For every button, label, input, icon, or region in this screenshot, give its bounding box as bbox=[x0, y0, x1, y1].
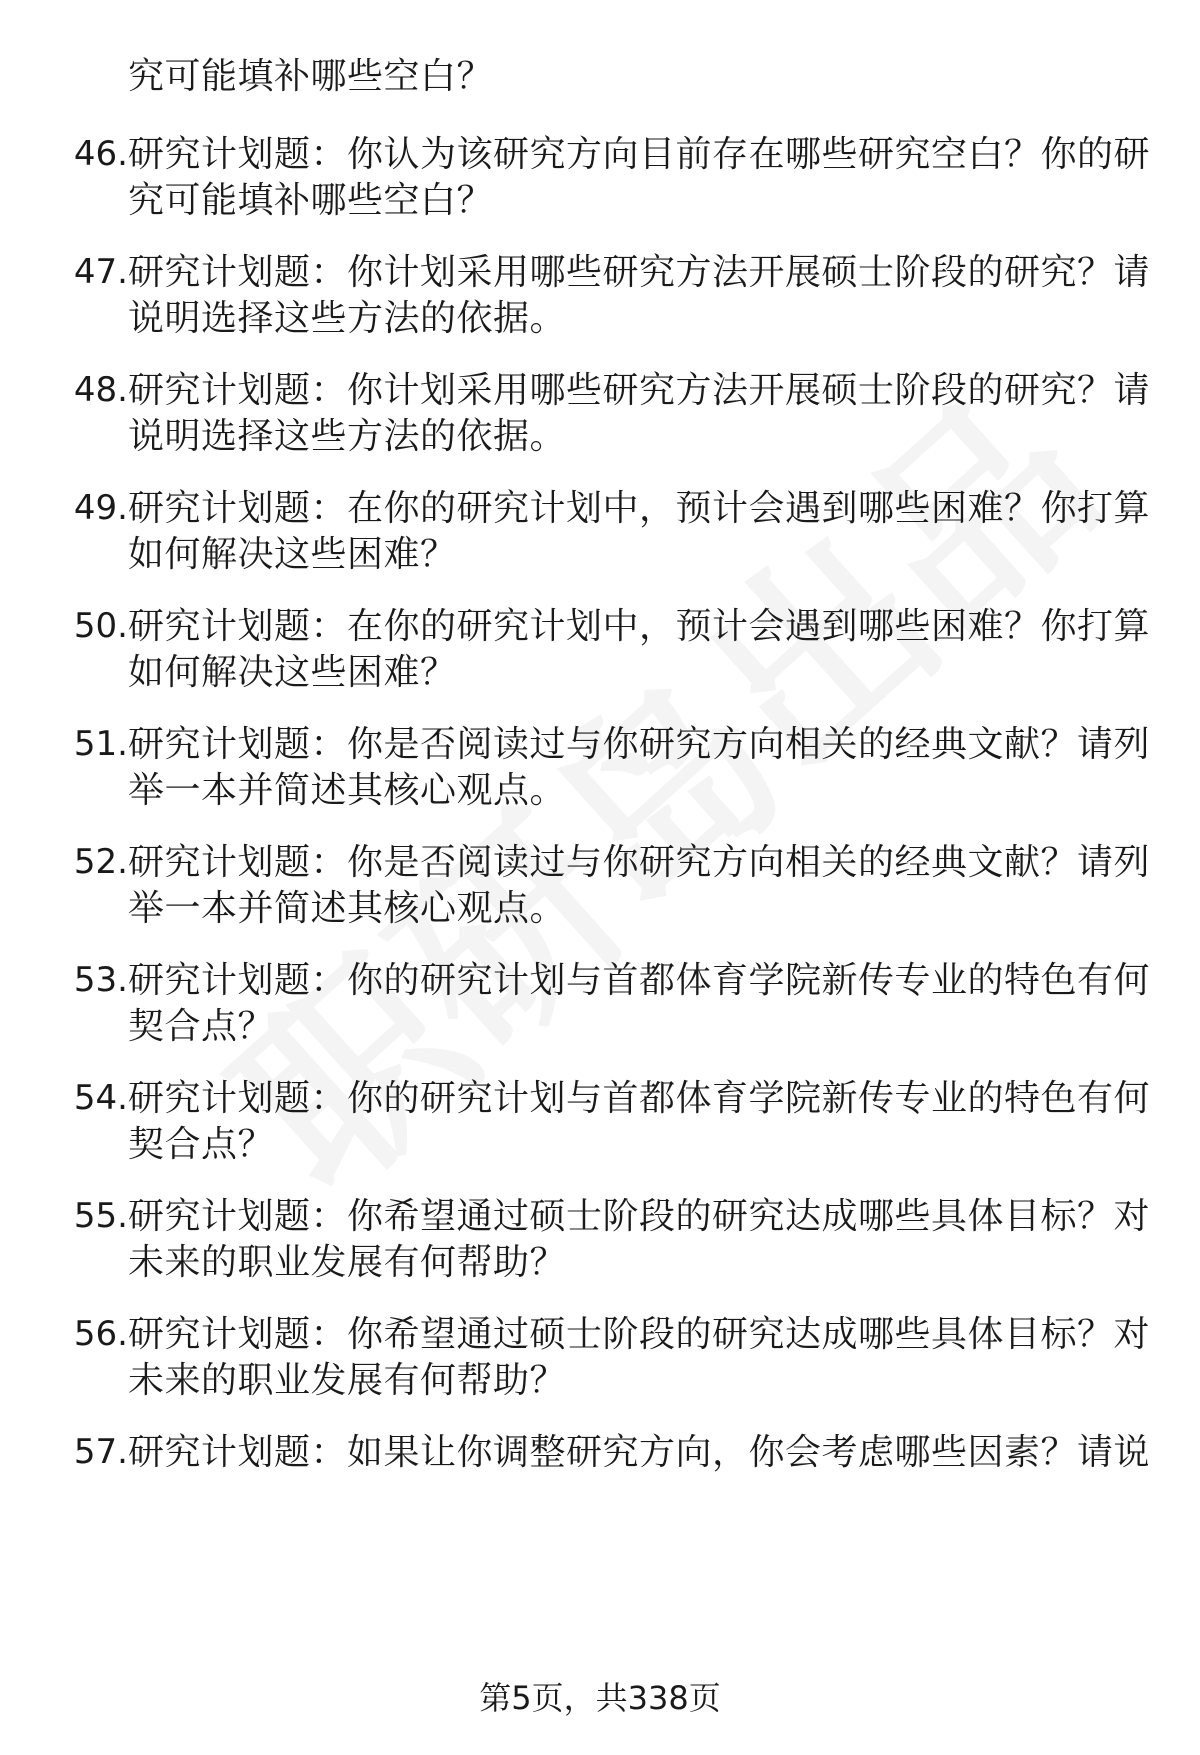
page-number: 第5页，共338页 bbox=[479, 1679, 721, 1717]
item-text bbox=[128, 368, 1151, 460]
item-line: 研究计划题：你计划采用哪些研究方法开展硕士阶段的研究？请 bbox=[128, 252, 1151, 293]
item-line: 研究计划题：你的研究计划与首都体育学院新传专业的特色有何 bbox=[128, 1078, 1151, 1119]
item-line: 说明选择这些方法的依据。 bbox=[128, 416, 567, 457]
item-text bbox=[128, 486, 1151, 578]
item-text bbox=[128, 840, 1151, 932]
item-line: 举一本并简述其核心观点。 bbox=[128, 770, 567, 811]
item-line: 究可能填补哪些空白？ bbox=[128, 180, 494, 221]
item-line: 未来的职业发展有何帮助？ bbox=[128, 1360, 567, 1401]
item-line: 研究计划题：你认为该研究方向目前存在哪些研究空白？你的研 bbox=[128, 134, 1151, 175]
item-line: 如何解决这些困难？ bbox=[128, 652, 457, 693]
item-line: 研究计划题：在你的研究计划中，预计会遇到哪些困难？你打算 bbox=[128, 488, 1151, 529]
item-text bbox=[128, 1076, 1151, 1168]
item-line: 研究计划题：如果让你调整研究方向，你会考虑哪些因素？请说 bbox=[128, 1432, 1151, 1473]
item-number: 56. bbox=[73, 1314, 128, 1354]
item-number: 49. bbox=[73, 488, 128, 528]
item-line: 研究计划题：你是否阅读过与你研究方向相关的经典文献？请列 bbox=[128, 842, 1151, 883]
item-number: 50. bbox=[73, 606, 128, 646]
item-text bbox=[128, 1312, 1151, 1404]
item-line: 研究计划题：你是否阅读过与你研究方向相关的经典文献？请列 bbox=[128, 724, 1151, 765]
item-line: 研究计划题：你计划采用哪些研究方法开展硕士阶段的研究？请 bbox=[128, 370, 1151, 411]
item-line: 究可能填补哪些空白？ bbox=[128, 56, 494, 97]
item-text bbox=[128, 250, 1151, 342]
item-line: 研究计划题：你的研究计划与首都体育学院新传专业的特色有何 bbox=[128, 960, 1151, 1001]
item-text bbox=[128, 604, 1151, 696]
item-text bbox=[128, 132, 1151, 224]
item-line: 研究计划题：你希望通过硕士阶段的研究达成哪些具体目标？对 bbox=[128, 1314, 1151, 1355]
item-line: 研究计划题：你希望通过硕士阶段的研究达成哪些具体目标？对 bbox=[128, 1196, 1151, 1237]
item-text bbox=[128, 1194, 1151, 1286]
item-line: 如何解决这些困难？ bbox=[128, 534, 457, 575]
item-line: 举一本并简述其核心观点。 bbox=[128, 888, 567, 929]
item-text bbox=[128, 958, 1151, 1050]
item-line: 契合点？ bbox=[128, 1124, 275, 1165]
item-line: 说明选择这些方法的依据。 bbox=[128, 298, 567, 339]
item-text bbox=[128, 722, 1151, 814]
item-number: 55. bbox=[73, 1196, 128, 1236]
item-line: 未来的职业发展有何帮助？ bbox=[128, 1242, 567, 1283]
item-text bbox=[128, 1430, 1151, 1476]
item-number: 51. bbox=[73, 724, 128, 764]
item-number: 52. bbox=[73, 842, 128, 882]
item-number: 46. bbox=[73, 134, 128, 174]
item-number: 54. bbox=[73, 1078, 128, 1118]
item-number: 53. bbox=[73, 960, 128, 1000]
item-number: 48. bbox=[73, 370, 128, 410]
item-line: 契合点？ bbox=[128, 1006, 275, 1047]
item-line: 研究计划题：在你的研究计划中，预计会遇到哪些困难？你打算 bbox=[128, 606, 1151, 647]
item-number: 57. bbox=[73, 1432, 128, 1472]
item-text bbox=[128, 54, 1138, 100]
item-number: 47. bbox=[73, 252, 128, 292]
